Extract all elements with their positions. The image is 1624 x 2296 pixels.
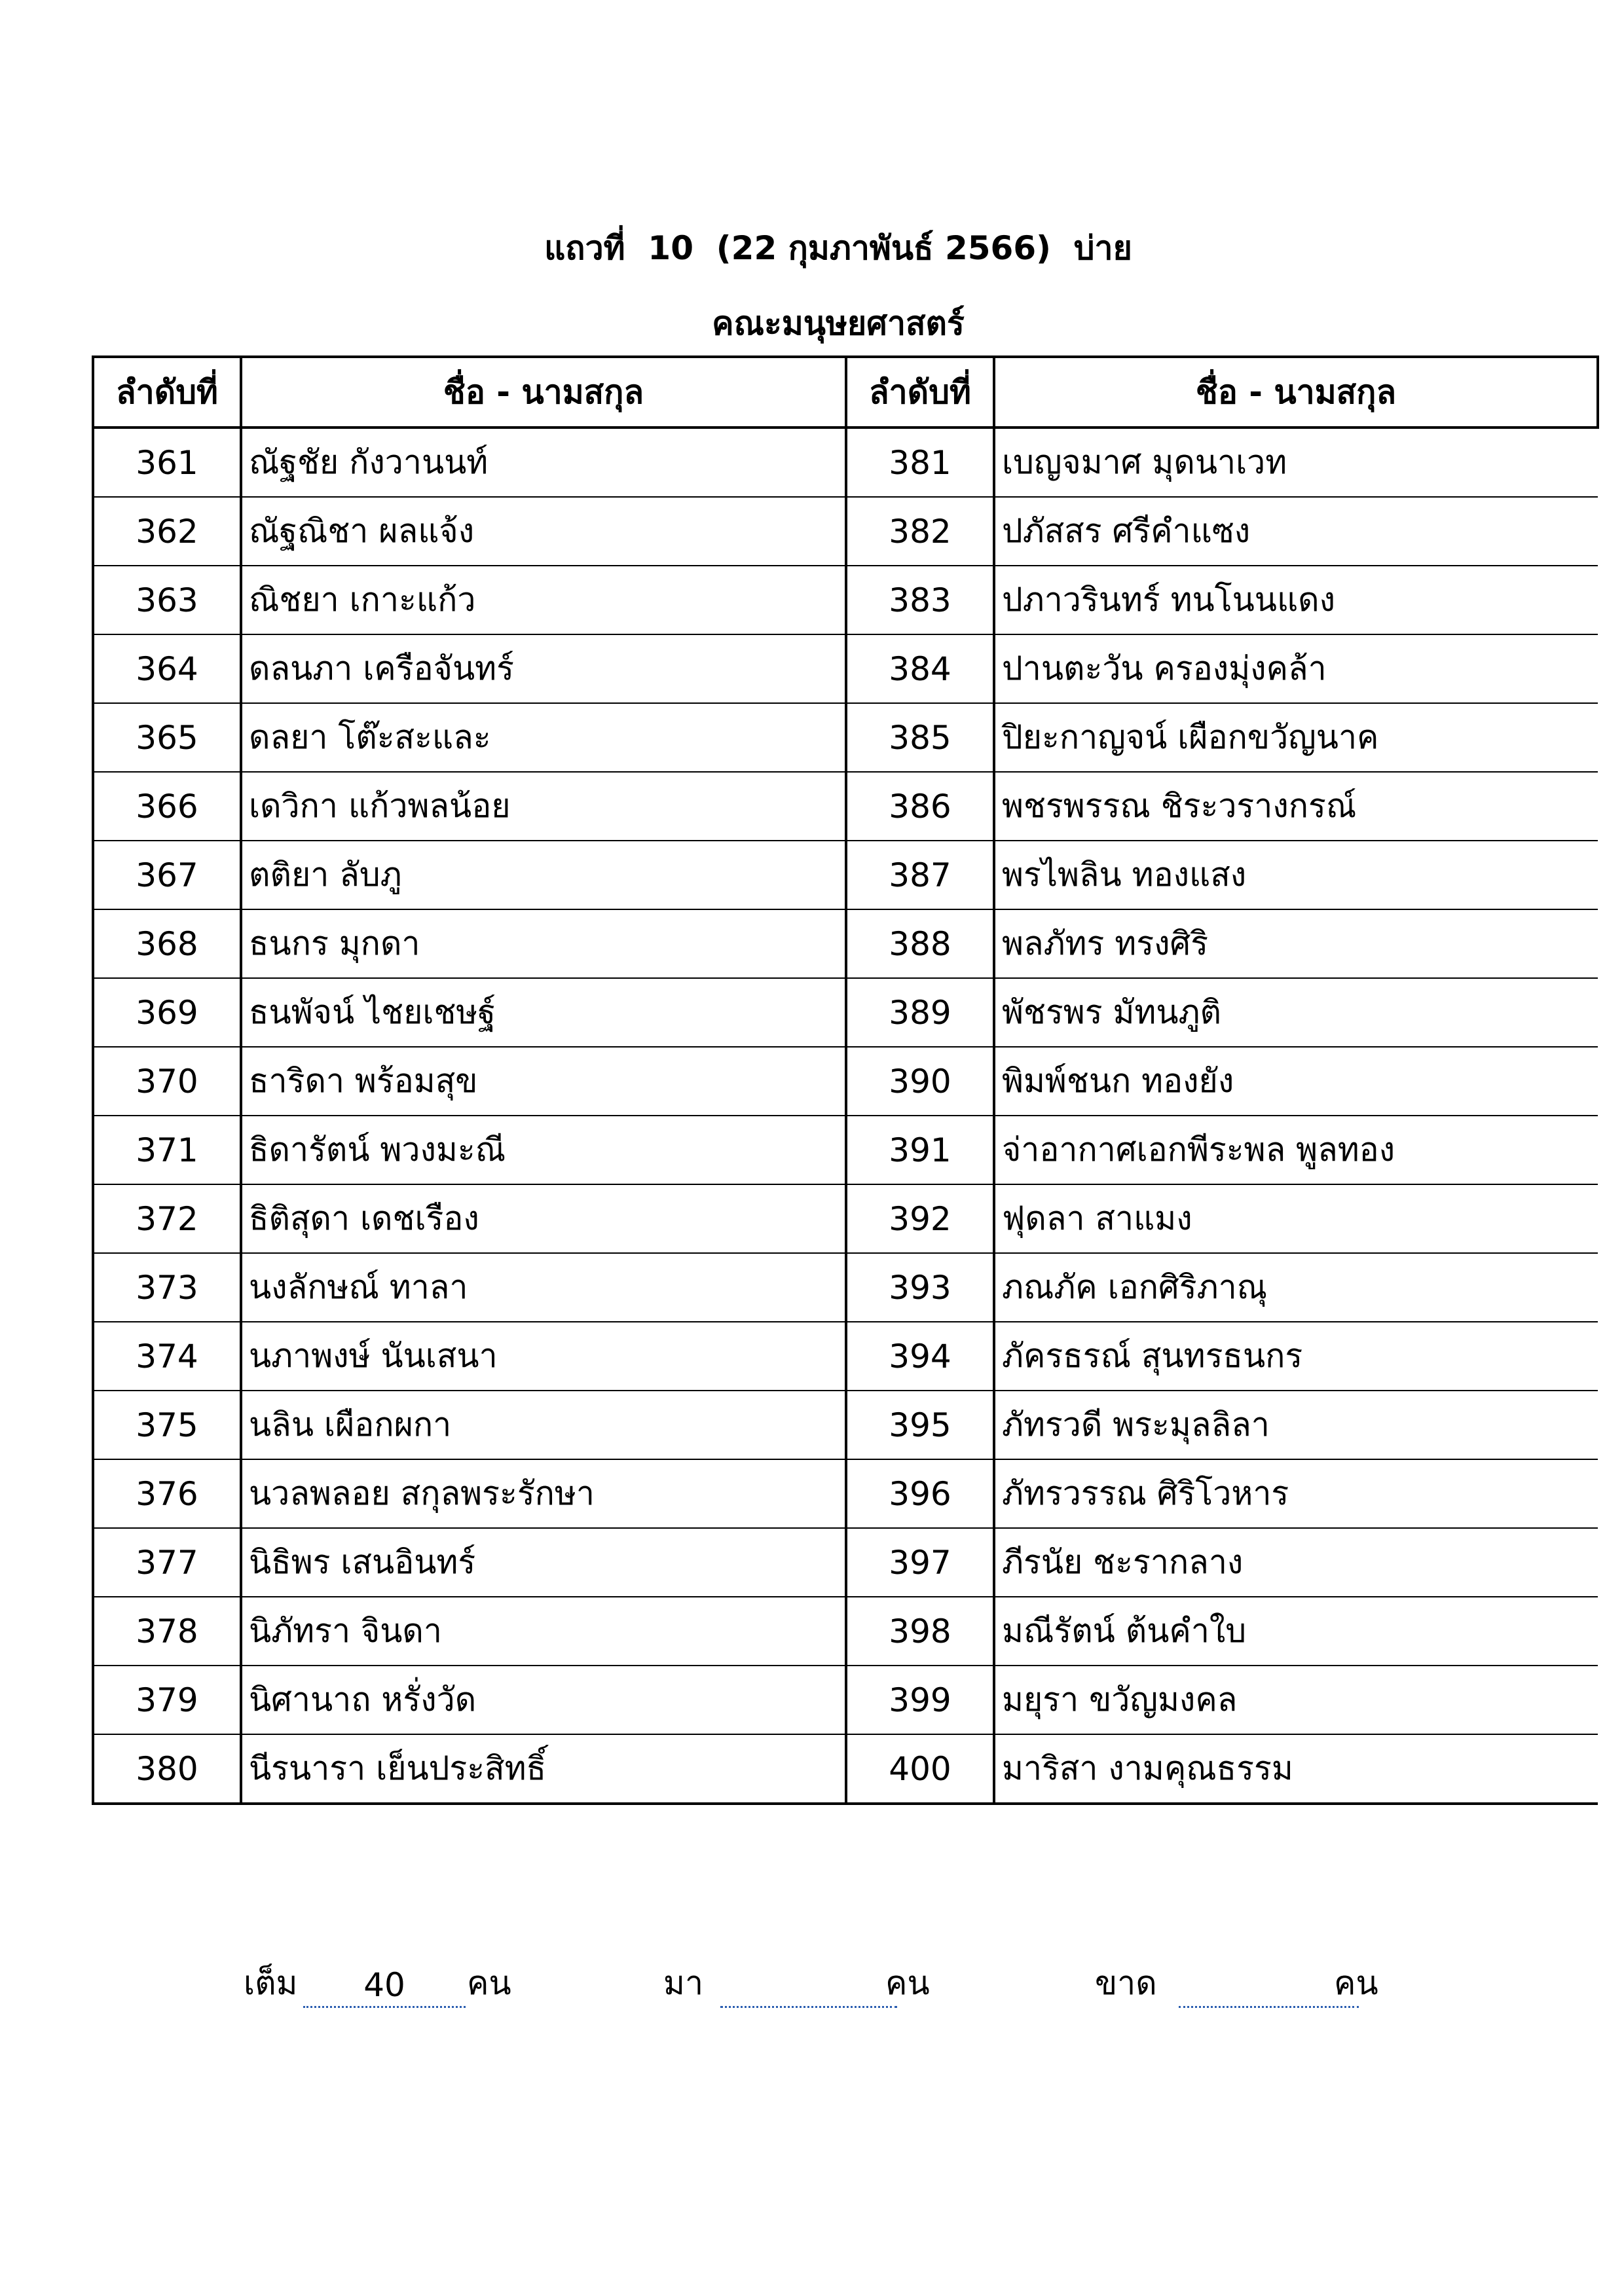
- order-left-cell: 376: [93, 1459, 241, 1528]
- name-left-cell: นลิน เผือกผกา: [241, 1391, 846, 1459]
- order-right-cell: 400: [846, 1734, 994, 1804]
- table-row: [93, 1322, 1598, 1391]
- name-right-cell: พลภัทร ทรงศิริ: [994, 909, 1598, 978]
- table-row: [93, 1391, 1598, 1459]
- name-left-cell: นีรนารา เย็นประสิทธิ์: [241, 1734, 846, 1804]
- table-header: [93, 357, 1598, 428]
- order-left-cell: 374: [93, 1322, 241, 1391]
- name-left-cell: นิศานาถ หรั่งวัด: [241, 1666, 846, 1734]
- name-left-cell: ณัฐชัย กังวานนท์: [241, 428, 846, 497]
- order-right-cell: 394: [846, 1322, 994, 1391]
- present-count-field[interactable]: [720, 1964, 897, 2008]
- table-row: [93, 1666, 1598, 1734]
- present-label: มา: [663, 1964, 704, 2002]
- header-order-left: ลำดับที่: [93, 357, 241, 428]
- order-left-cell: 370: [93, 1047, 241, 1116]
- order-right-cell: 381: [846, 428, 994, 497]
- name-left-cell: ธนกร มุกดา: [241, 909, 846, 978]
- name-left-cell: ดลนภา เครือจันทร์: [241, 634, 846, 703]
- name-right-cell: ปานตะวัน ครองมุ่งคล้า: [994, 634, 1598, 703]
- name-left-cell: นวลพลอย สกุลพระรักษา: [241, 1459, 846, 1528]
- order-left-cell: 377: [93, 1528, 241, 1597]
- name-left-cell: นภาพงษ์ นันเสนา: [241, 1322, 846, 1391]
- table-row: [93, 841, 1598, 909]
- order-right-cell: 384: [846, 634, 994, 703]
- header-row: [93, 357, 1598, 428]
- table-row: [93, 772, 1598, 841]
- order-right-cell: 387: [846, 841, 994, 909]
- order-left-cell: 379: [93, 1666, 241, 1734]
- order-right-cell: 392: [846, 1184, 994, 1253]
- name-right-cell: พชรพรรณ ชิระวรางกรณ์: [994, 772, 1598, 841]
- table-row: [93, 1047, 1598, 1116]
- name-right-cell: มาริสา งามคุณธรรม: [994, 1734, 1598, 1804]
- order-right-cell: 383: [846, 566, 994, 634]
- order-right-cell: 399: [846, 1666, 994, 1734]
- name-right-cell: พรไพลิน ทองแสง: [994, 841, 1598, 909]
- order-right-cell: 388: [846, 909, 994, 978]
- full-unit: คน: [467, 1964, 511, 2002]
- order-right-cell: 393: [846, 1253, 994, 1322]
- table-body: [93, 428, 1598, 1804]
- order-left-cell: 373: [93, 1253, 241, 1322]
- absent-unit: คน: [1334, 1964, 1378, 2002]
- present-unit: คน: [885, 1964, 930, 2002]
- faculty-title: คณะมนุษยศาสตร์: [712, 304, 965, 342]
- name-left-cell: ธิดารัตน์ พวงมะณี: [241, 1116, 846, 1184]
- header-name-left: ชื่อ - นามสกุล: [241, 357, 846, 428]
- name-right-cell: ฟุดลา สาแมง: [994, 1184, 1598, 1253]
- name-left-cell: ณิชยา เกาะแก้ว: [241, 566, 846, 634]
- table-row: [93, 1253, 1598, 1322]
- order-right-cell: 382: [846, 497, 994, 566]
- name-left-cell: นิภัทรา จินดา: [241, 1597, 846, 1666]
- order-left-cell: 368: [93, 909, 241, 978]
- order-left-cell: 366: [93, 772, 241, 841]
- table-row: [93, 497, 1598, 566]
- page-title: แถวที่ 10 (22 กุมภาพันธ์ 2566) บ่าย: [544, 229, 1132, 267]
- order-right-cell: 389: [846, 978, 994, 1047]
- name-right-cell: ปิยะกาญจน์ เผือกขวัญนาค: [994, 703, 1598, 772]
- header-order-right: ลำดับที่: [846, 357, 994, 428]
- name-right-cell: ปภาวรินทร์ ทนโนนแดง: [994, 566, 1598, 634]
- order-left-cell: 364: [93, 634, 241, 703]
- order-right-cell: 397: [846, 1528, 994, 1597]
- order-left-cell: 372: [93, 1184, 241, 1253]
- name-right-cell: จ่าอากาศเอกพีระพล พูลทอง: [994, 1116, 1598, 1184]
- order-right-cell: 398: [846, 1597, 994, 1666]
- table-row: [93, 1116, 1598, 1184]
- name-right-cell: ภัครธรณ์ สุนทรธนกร: [994, 1322, 1598, 1391]
- absent-count-field[interactable]: [1179, 1964, 1359, 2008]
- attendance-table: [92, 355, 1599, 1805]
- order-right-cell: 386: [846, 772, 994, 841]
- name-left-cell: เดวิกา แก้วพลน้อย: [241, 772, 846, 841]
- name-left-cell: นิธิพร เสนอินทร์: [241, 1528, 846, 1597]
- name-right-cell: ภัทรวดี พระมุลลิลา: [994, 1391, 1598, 1459]
- name-right-cell: เบญจมาศ มุดนาเวท: [994, 428, 1598, 497]
- order-right-cell: 390: [846, 1047, 994, 1116]
- table-row: [93, 1528, 1598, 1597]
- order-right-cell: 395: [846, 1391, 994, 1459]
- order-left-cell: 369: [93, 978, 241, 1047]
- table-row: [93, 566, 1598, 634]
- name-left-cell: ดลยา โต๊ะสะและ: [241, 703, 846, 772]
- name-right-cell: ภีรนัย ชะรากลาง: [994, 1528, 1598, 1597]
- name-right-cell: พัชรพร มัทนภูติ: [994, 978, 1598, 1047]
- name-left-cell: ธาริดา พร้อมสุข: [241, 1047, 846, 1116]
- order-left-cell: 380: [93, 1734, 241, 1804]
- table-row: [93, 634, 1598, 703]
- table-row: [93, 1459, 1598, 1528]
- order-right-cell: 396: [846, 1459, 994, 1528]
- name-left-cell: ตติยา ลับภู: [241, 841, 846, 909]
- order-right-cell: 385: [846, 703, 994, 772]
- order-left-cell: 361: [93, 428, 241, 497]
- name-right-cell: มยุรา ขวัญมงคล: [994, 1666, 1598, 1734]
- order-left-cell: 378: [93, 1597, 241, 1666]
- table-row: [93, 978, 1598, 1047]
- order-left-cell: 367: [93, 841, 241, 909]
- name-left-cell: ธนพัจน์ ไชยเชษฐ์: [241, 978, 846, 1047]
- table-row: [93, 909, 1598, 978]
- order-left-cell: 363: [93, 566, 241, 634]
- order-left-cell: 371: [93, 1116, 241, 1184]
- absent-label: ขาด: [1095, 1964, 1157, 2002]
- name-left-cell: ณัฐณิชา ผลแจ้ง: [241, 497, 846, 566]
- header-name-right: ชื่อ - นามสกุล: [994, 357, 1598, 428]
- name-left-cell: นงลักษณ์ ทาลา: [241, 1253, 846, 1322]
- table-row: [93, 428, 1598, 497]
- name-right-cell: ปภัสสร ศรีคำแซง: [994, 497, 1598, 566]
- name-right-cell: ภณภัค เอกศิริภาณุ: [994, 1253, 1598, 1322]
- table-row: [93, 1734, 1598, 1804]
- name-left-cell: ธิติสุดา เดชเรือง: [241, 1184, 846, 1253]
- order-left-cell: 365: [93, 703, 241, 772]
- order-left-cell: 375: [93, 1391, 241, 1459]
- table-row: [93, 703, 1598, 772]
- order-right-cell: 391: [846, 1116, 994, 1184]
- full-count-field[interactable]: 40: [303, 1964, 466, 2008]
- table-row: [93, 1597, 1598, 1666]
- order-left-cell: 362: [93, 497, 241, 566]
- table-row: [93, 1184, 1598, 1253]
- name-right-cell: ภัทรวรรณ ศิริโวหาร: [994, 1459, 1598, 1528]
- full-label: เต็ม: [244, 1964, 298, 2002]
- name-right-cell: มณีรัตน์ ต้นคำใบ: [994, 1597, 1598, 1666]
- name-right-cell: พิมพ์ชนก ทองยัง: [994, 1047, 1598, 1116]
